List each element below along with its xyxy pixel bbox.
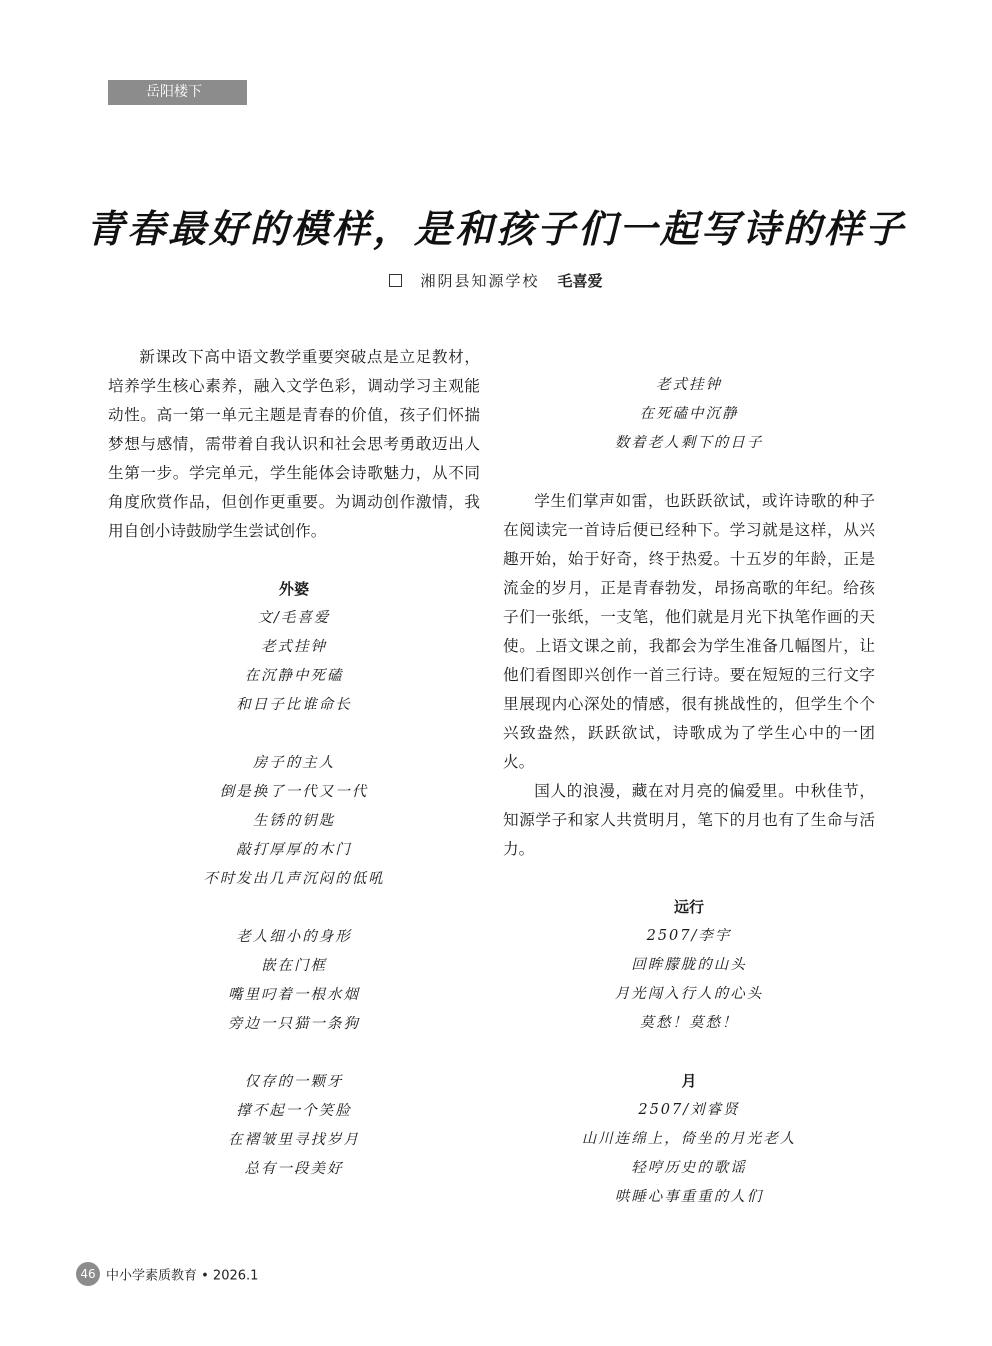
poem-line: 轻哼历史的歌谣 xyxy=(631,1160,747,1176)
poem-line: 老式挂钟 xyxy=(261,639,327,655)
poem-line: 生锈的钥匙 xyxy=(252,813,336,829)
body-paragraph: 学生们掌声如雷，也跃跃欲试，或许诗歌的种子在阅读完一首诗后便已经种下。学习就是这样，从兴趣开始，始于好奇，终于热爱。十五岁的年龄，正是流金的岁月，正是青春勃发，昂扬高歌的年纪。给孩子们一张纸，一支笔，他们就是月光下执笔作画的天使。上语文课之前，我都会为学生准备几幅图片，让他们看图即兴创作一首三行诗。要在短短的三行文字里展现内心深处的情感，很有挑战性的，但学生个个兴致盎然，跃跃欲试，诗歌成为了学生心中的一团火。 xyxy=(503,492,875,771)
section-tag: 岳阳楼下 xyxy=(108,80,247,105)
intro-paragraph: 新课改下高中语文教学重要突破点是立足教材，培养学生核心素养，融入文学色彩，调动学习主观能动性。高一第一单元主题是青春的价值，孩子们怀揣梦想与感情，需带着自我认识和社会思考勇敢迈出人生第一步。学完单元，学生能体会诗歌魅力，从不同角度欣赏作品，但创作更重要。为调动创作激情，我用自创小诗鼓励学生尝试创作。 xyxy=(108,348,480,540)
byline xyxy=(0,270,992,291)
poem-line: 撑不起一个笑脸 xyxy=(236,1103,352,1119)
poem-title: 月 xyxy=(681,1072,697,1090)
page-footer xyxy=(76,1262,258,1286)
poem-author: 文/毛喜爱 xyxy=(257,610,331,626)
body-paragraph: 国人的浪漫，藏在对月亮的偏爱里。中秋佳节，知源学子和家人共赏明月，笔下的月也有了生命与活力。 xyxy=(503,782,875,858)
article-title: 青春最好的模样，是和孩子们一起写诗的样子 xyxy=(85,207,906,251)
journal-name: 中小学素质教育 • 2026.1 xyxy=(106,1268,259,1284)
poem-author: 2507/李宇 xyxy=(646,928,732,944)
poem-title: 外婆 xyxy=(278,580,309,598)
poem-line: 哄睡心事重重的人们 xyxy=(614,1189,764,1205)
author-name: 毛喜爱 xyxy=(557,272,603,290)
poem-line: 总有一段美好 xyxy=(244,1161,344,1177)
poem-line: 莫愁！莫愁！ xyxy=(639,1015,739,1031)
poem-line: 山川连绵上，倚坐的月光老人 xyxy=(581,1131,797,1147)
square-icon xyxy=(389,274,402,287)
poem-line: 老式挂钟 xyxy=(656,377,722,393)
poem-line: 嘴里叼着一根水烟 xyxy=(228,987,360,1003)
poem-line: 嵌在门框 xyxy=(261,958,327,974)
poem-line: 回眸朦胧的山头 xyxy=(631,957,747,973)
poem-title: 远行 xyxy=(673,898,704,916)
poem-author: 2507/刘睿贤 xyxy=(638,1102,740,1118)
poem-line: 在死磕中沉静 xyxy=(639,406,739,422)
left-column xyxy=(108,343,480,1184)
page-number: 46 xyxy=(76,1262,100,1286)
poem-line: 房子的主人 xyxy=(252,755,336,771)
poem-line: 数着老人剩下的日子 xyxy=(614,435,764,451)
poem-line: 敲打厚厚的木门 xyxy=(236,842,352,858)
school-name: 湘阴县知源学校 xyxy=(420,272,540,290)
poem-line: 和日子比谁命长 xyxy=(236,697,352,713)
poem-line: 倒是换了一代又一代 xyxy=(219,784,369,800)
poem-line: 在褶皱里寻找岁月 xyxy=(228,1132,360,1148)
poem-line: 不时发出几声沉闷的低吼 xyxy=(203,871,385,887)
poem-line: 月光闯入行人的心头 xyxy=(614,986,764,1002)
poem-line: 在沉静中死磕 xyxy=(244,668,344,684)
right-column xyxy=(503,371,875,1212)
poem-line: 仅存的一颗牙 xyxy=(244,1074,344,1090)
poem-line: 老人细小的身形 xyxy=(236,929,352,945)
poem-line: 旁边一只猫一条狗 xyxy=(228,1016,360,1032)
